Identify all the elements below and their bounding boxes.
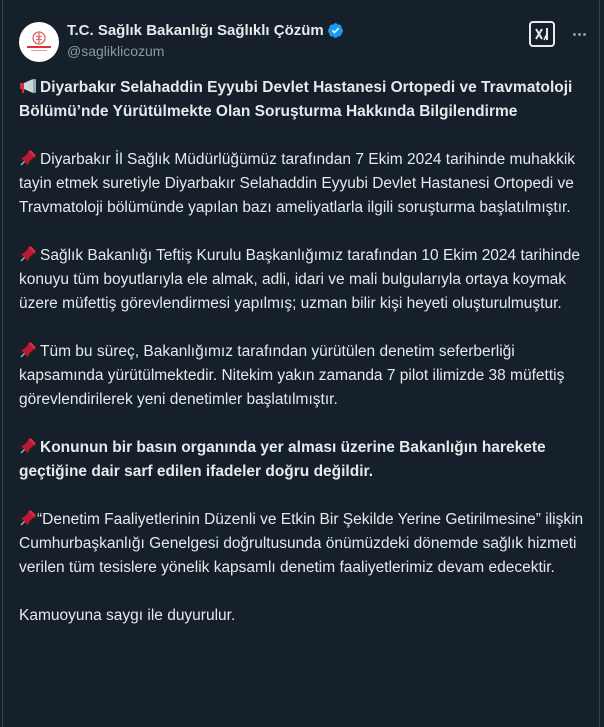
- paragraph-text: Diyarbakır İl Sağlık Müdürlüğümüz tarafından 7 Ekim 2024 tarihinde muhakkik tayin etmek suretiyle Diyarbakır Selahaddin Eyyubi Devlet Hastanesi Ortopedi ve Travmatoloji bölümünde yapılan bazı ameliyatlarla ilgili soruşturma başlatılmıştır.: [19, 151, 576, 216]
- display-name-text: T.C. Sağlık Bakanlığı Sağlıklı Çözüm: [67, 22, 324, 39]
- grok-button[interactable]: [529, 21, 555, 47]
- post-header: [19, 19, 604, 63]
- paragraph-3: [19, 340, 589, 412]
- verified-badge-icon: [327, 22, 344, 39]
- paragraph-text: “Denetim Faaliyetlerinin Düzenli ve Etkin Bir Şekilde Yerine Getirilmesine” ilişkin Cumhurbaşkanlığı Genelgesi doğrultusunda önümüzdeki dönemde sağlık hizmeti verilen tüm tesislere yönelik kapsamlı denetim faaliyetlerimiz devam edecektir.: [19, 511, 584, 576]
- paragraph-1: [19, 148, 589, 220]
- megaphone-icon: [19, 77, 37, 95]
- grok-icon: [534, 26, 550, 42]
- paragraph-2: [19, 244, 589, 316]
- ministry-of-health-logo-icon: [22, 25, 56, 59]
- pushpin-icon: [19, 437, 37, 455]
- paragraph-4: [19, 436, 589, 484]
- account-handle[interactable]: @sagliklicozum: [67, 43, 165, 59]
- post-title-text: Diyarbakır Selahaddin Eyyubi Devlet Hastanesi Ortopedi ve Travmatoloji Bölümü’nde Yürütülmekte Olan Soruşturma Hakkında Bilgilendirme: [19, 79, 573, 120]
- pushpin-icon: [19, 341, 37, 359]
- avatar[interactable]: [19, 22, 59, 62]
- pushpin-icon: [19, 509, 37, 527]
- display-name[interactable]: [67, 22, 344, 39]
- more-options-dot: [578, 33, 581, 36]
- paragraph-text: Tüm bu süreç, Bakanlığımız tarafından yürütülen denetim seferberliği kapsamında yürütülmektedir. Nitekim yakın zamanda 7 pilot ilimizde 38 müfettiş görevlendirilerek yeni denetimler başlatılmıştır.: [19, 343, 565, 408]
- paragraph-text: Sağlık Bakanlığı Teftiş Kurulu Başkanlığımız tarafından 10 Ekim 2024 tarihinde konuyu tüm boyutlarıyla ele almak, adli, idari ve mali bulgularıyla ortaya koymak üzere müfettiş görevlendirmesi yapılmış; uzman bilir kişi heyeti oluşturulmuştur.: [19, 247, 580, 312]
- more-options-button[interactable]: [568, 23, 590, 45]
- pushpin-icon: [19, 149, 37, 167]
- post-body: [19, 76, 589, 652]
- paragraph-text: Konunun bir basın organında yer alması üzerine Bakanlığın harekete geçtiğine dair sarf edilen ifadeler doğru değildir.: [19, 439, 546, 480]
- pushpin-icon: [19, 245, 37, 263]
- post-title: [19, 76, 589, 124]
- more-options-icon: [573, 33, 576, 36]
- closing-line: Kamuoyuna saygı ile duyurulur.: [19, 607, 236, 624]
- paragraph-5: [19, 508, 589, 580]
- more-options-dot: [583, 33, 586, 36]
